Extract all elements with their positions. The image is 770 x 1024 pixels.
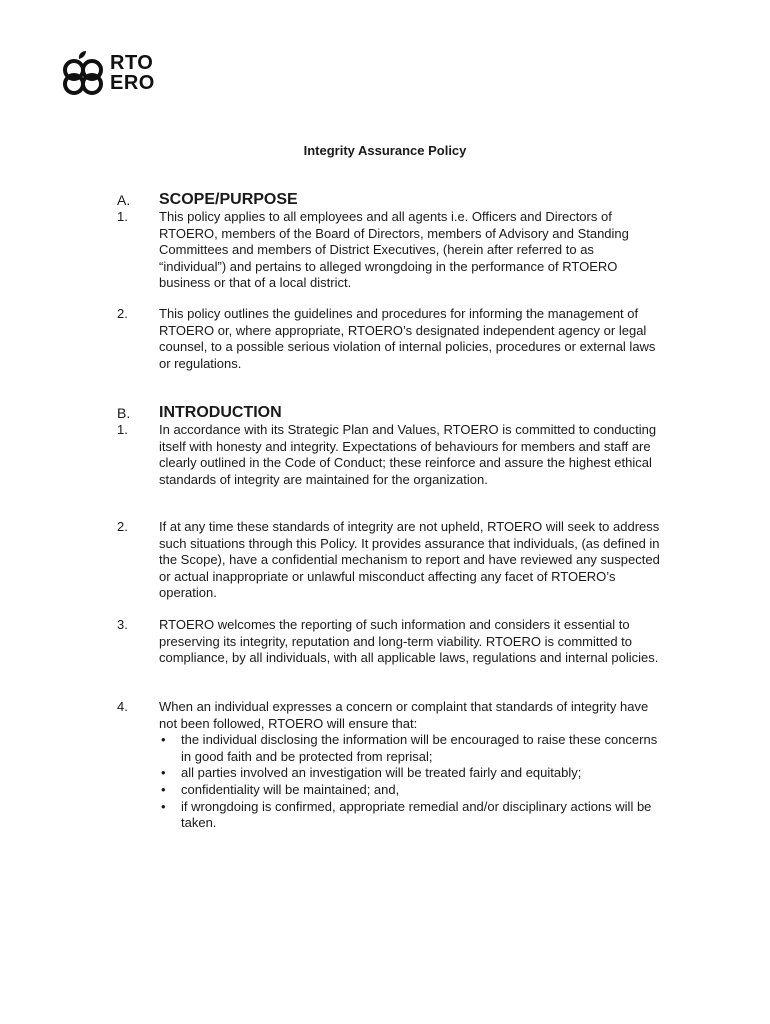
list-item: [117, 209, 662, 292]
list-item: [117, 306, 662, 372]
item-number: 2.: [117, 519, 128, 534]
item-number: 1.: [117, 209, 128, 224]
bullet-item: • the individual disclosing the information will be encouraged to raise these concerns in good faith and be protected from reprisal;: [159, 732, 662, 765]
section-title: SCOPE/PURPOSE: [159, 191, 298, 208]
item-text: When an individual expresses a concern or complaint that standards of integrity have not been followed, RTOERO will ensure that:: [159, 699, 649, 731]
list-item: [117, 699, 662, 832]
item-number: 2.: [117, 306, 128, 321]
bullet-item: • confidentiality will be maintained; and,: [159, 782, 662, 799]
bullet-list: [159, 732, 662, 832]
section-letter: B.: [117, 405, 131, 421]
apple-logo-icon: [62, 50, 106, 96]
document-title: Integrity Assurance Policy: [303, 143, 467, 158]
section-letter: A.: [117, 192, 131, 208]
list-item: [117, 617, 662, 667]
item-text: In accordance with its Strategic Plan and Values, RTOERO is committed to conducting itself with honesty and integrity. Expectations of behaviours for members and staff are clearly outlined in the Code of Conduct; these reinforce and assure the highest ethical standards of integrity are maintained for the organization.: [159, 422, 657, 487]
logo-line-1: RTO: [110, 52, 154, 74]
item-number: 1.: [117, 422, 128, 437]
logo-line-2: ERO: [110, 72, 155, 94]
item-text: This policy applies to all employees and all agents i.e. Officers and Directors of RTOERO, members of the Board of Directors, members of Advisory and Standing Committees and members of District Executives, (herein after referred to as “individual”) and pertains to alleged wrongdoing in the performance of RTOERO business or that of a local district.: [159, 209, 629, 291]
bullet-item: • all parties involved an investigation will be treated fairly and equitably;: [159, 765, 662, 782]
item-text: This policy outlines the guidelines and procedures for informing the management of RTOERO or, where appropriate, RTOERO’s designated independent agency or legal counsel, to a possible serious violation of internal policies, procedures or external laws or regulations.: [159, 306, 656, 371]
item-text: If at any time these standards of integrity are not upheld, RTOERO will seek to address such situations through this Policy. It provides assurance that individuals, (as defined in the Scope), have a confidential mechanism to report and have reviewed any suspected or actual inappropriate or unlawful misconduct affecting any facet of RTOERO’s operation.: [159, 519, 660, 601]
section-title: INTRODUCTION: [159, 404, 282, 421]
list-item: [117, 519, 662, 602]
list-item: [117, 422, 662, 488]
logo-text: [110, 53, 155, 93]
item-text: RTOERO welcomes the reporting of such information and considers it essential to preserving its integrity, reputation and long-term viability. RTOERO is committed to compliance, by all individuals, with all applicable laws, regulations and internal policies.: [159, 617, 659, 666]
rtoero-logo: [62, 50, 172, 98]
item-number: 4.: [117, 699, 128, 714]
bullet-item: • if wrongdoing is confirmed, appropriate remedial and/or disciplinary actions will be taken.: [159, 799, 662, 832]
item-number: 3.: [117, 617, 128, 632]
